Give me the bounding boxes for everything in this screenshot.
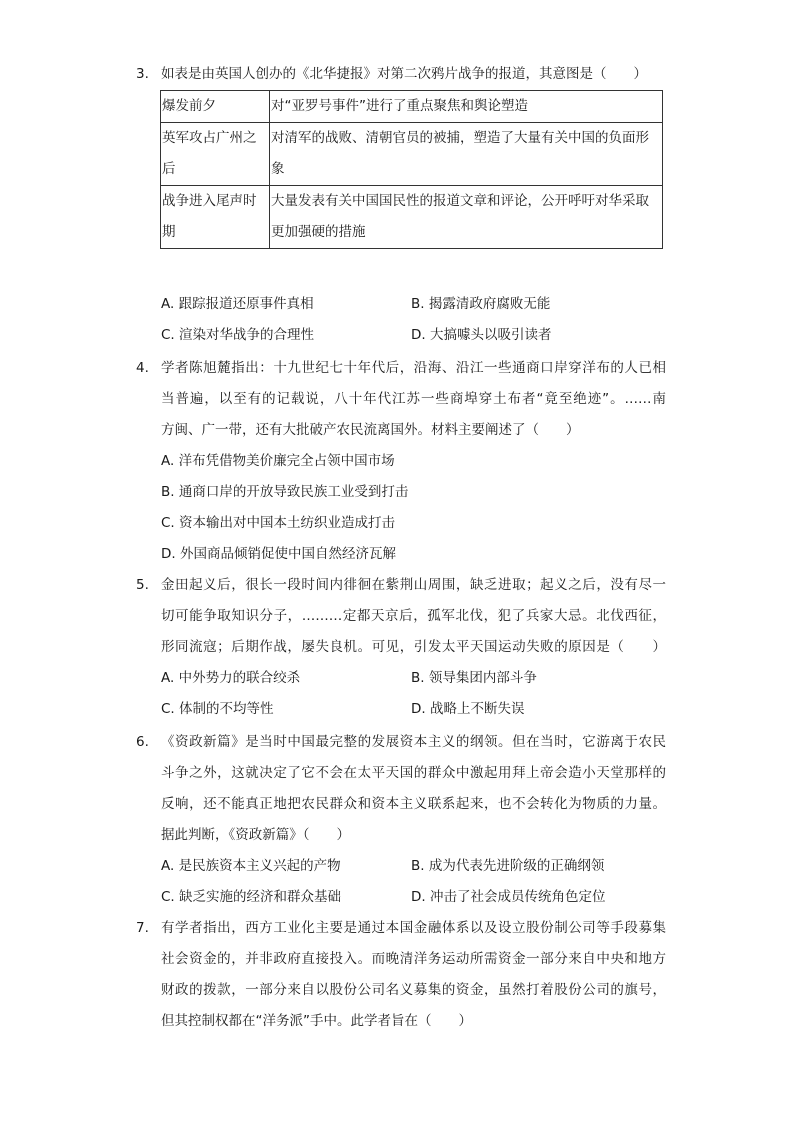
- option-a[interactable]: A. 中外势力的联合绞杀: [161, 670, 301, 686]
- option-b[interactable]: B. 揭露清政府腐败无能: [411, 296, 551, 312]
- option-b[interactable]: B. 领导集团内部斗争: [411, 670, 537, 686]
- option-a[interactable]: A. 是民族资本主义兴起的产物: [161, 858, 341, 874]
- question-stem: [161, 727, 666, 851]
- stem-line: 但其控制权都在“洋务派”手中。此学者旨在（ ）: [161, 1013, 472, 1029]
- cell-line: 英军攻占广州之: [162, 130, 257, 146]
- table-cell-period: [161, 91, 270, 123]
- option-a[interactable]: A. 洋布凭借物美价廉完全占领中国市场: [161, 453, 395, 469]
- option-c[interactable]: C. 缺乏实施的经济和群众基础: [161, 889, 342, 905]
- option-d[interactable]: D. 外国商品倾销促使中国自然经济瓦解: [161, 546, 396, 562]
- cell-line: 爆发前夕: [162, 98, 216, 114]
- question-stem: [161, 59, 666, 90]
- question-number: 7.: [136, 920, 149, 936]
- stem-line: 如表是由英国人创办的《北华捷报》对第二次鸦片战争的报道，其意图是（ ）: [161, 66, 647, 82]
- cell-line: 对清军的战败、清朝官员的被捕，塑造了大量有关中国的负面形: [271, 130, 649, 146]
- cell-line: 后: [162, 161, 176, 177]
- option-c[interactable]: C. 体制的不均等性: [161, 701, 274, 717]
- cell-line: 期: [162, 224, 176, 240]
- table-cell-content: [270, 123, 663, 186]
- report-table: [160, 90, 663, 249]
- table-cell-content: [270, 91, 663, 123]
- stem-line: 《资政新篇》是当时中国最完整的发展资本主义的纲领。但在当时，它游离于农民: [161, 734, 666, 750]
- question-stem: [161, 570, 666, 663]
- option-a[interactable]: A. 跟踪报道还原事件真相: [161, 296, 314, 312]
- table-row: [161, 123, 663, 186]
- table-cell-content: [270, 186, 663, 249]
- stem-line: 方闽、广一带，还有大批破产农民流离国外。材料主要阐述了（ ）: [161, 422, 580, 438]
- option-b[interactable]: B. 成为代表先进阶级的正确纲领: [411, 858, 605, 874]
- stem-line: 斗争之外，这就决定了它不会在太平天国的群众中激起用拜上帝会造小天堂那样的: [161, 765, 666, 781]
- option-c[interactable]: C. 渲染对华战争的合理性: [161, 327, 315, 343]
- stem-line: 据此判断，《资政新篇》（ ）: [161, 827, 350, 843]
- stem-line: 社会资金的，并非政府直接投入。而晚清洋务运动所需资金一部分来自中央和地方: [161, 951, 666, 967]
- cell-line: 象: [271, 161, 285, 177]
- question-stem: [161, 913, 666, 1037]
- stem-line: 反响，还不能真正地把农民群众和资本主义联系起来，也不会转化为物质的力量。: [161, 796, 666, 812]
- option-d[interactable]: D. 大搞噱头以吸引读者: [411, 327, 552, 343]
- stem-line: 有学者指出，西方工业化主要是通过本国金融体系以及设立股份制公司等手段募集: [161, 920, 666, 936]
- stem-line: 形同流寇；后期作战，屡失良机。可见，引发太平天国运动失败的原因是（ ）: [161, 639, 666, 655]
- stem-line: 切可能争取知识分子，………定都天京后，孤军北伐，犯了兵家大忌。北伐西征，: [161, 608, 666, 624]
- option-b[interactable]: B. 通商口岸的开放导致民族工业受到打击: [161, 484, 409, 500]
- cell-line: 战争进入尾声时: [162, 193, 257, 209]
- question-number: 3.: [136, 66, 149, 82]
- table-cell-period: [161, 186, 270, 249]
- question-number: 6.: [136, 734, 149, 750]
- option-d[interactable]: D. 冲击了社会成员传统角色定位: [411, 889, 606, 905]
- table-row: [161, 186, 663, 249]
- stem-line: 财政的拨款，一部分来自以股份公司名义募集的资金，虽然打着股份公司的旗号，: [161, 982, 666, 998]
- cell-line: 对“亚罗号事件”进行了重点聚焦和舆论塑造: [271, 98, 528, 114]
- stem-line: 金田起义后，很长一段时间内徘徊在紫荆山周围，缺乏进取；起义之后，没有尽一: [161, 577, 666, 593]
- option-c[interactable]: C. 资本输出对中国本土纺织业造成打击: [161, 515, 396, 531]
- question-number: 5.: [136, 577, 149, 593]
- question-stem: [161, 353, 666, 446]
- question-number: 4.: [136, 360, 149, 376]
- option-d[interactable]: D. 战略上不断失误: [411, 701, 525, 717]
- cell-line: 大量发表有关中国国民性的报道文章和评论，公开呼吁对华采取: [271, 193, 649, 209]
- stem-line: 当普遍，以至有的记载说，八十年代江苏一些商埠穿土布者“竟至绝迹”。……南: [161, 391, 666, 407]
- cell-line: 更加强硬的措施: [271, 224, 366, 240]
- table-cell-period: [161, 123, 270, 186]
- table-row: [161, 91, 663, 123]
- stem-line: 学者陈旭麓指出：十九世纪七十年代后，沿海、沿江一些通商口岸穿洋布的人已相: [161, 360, 666, 376]
